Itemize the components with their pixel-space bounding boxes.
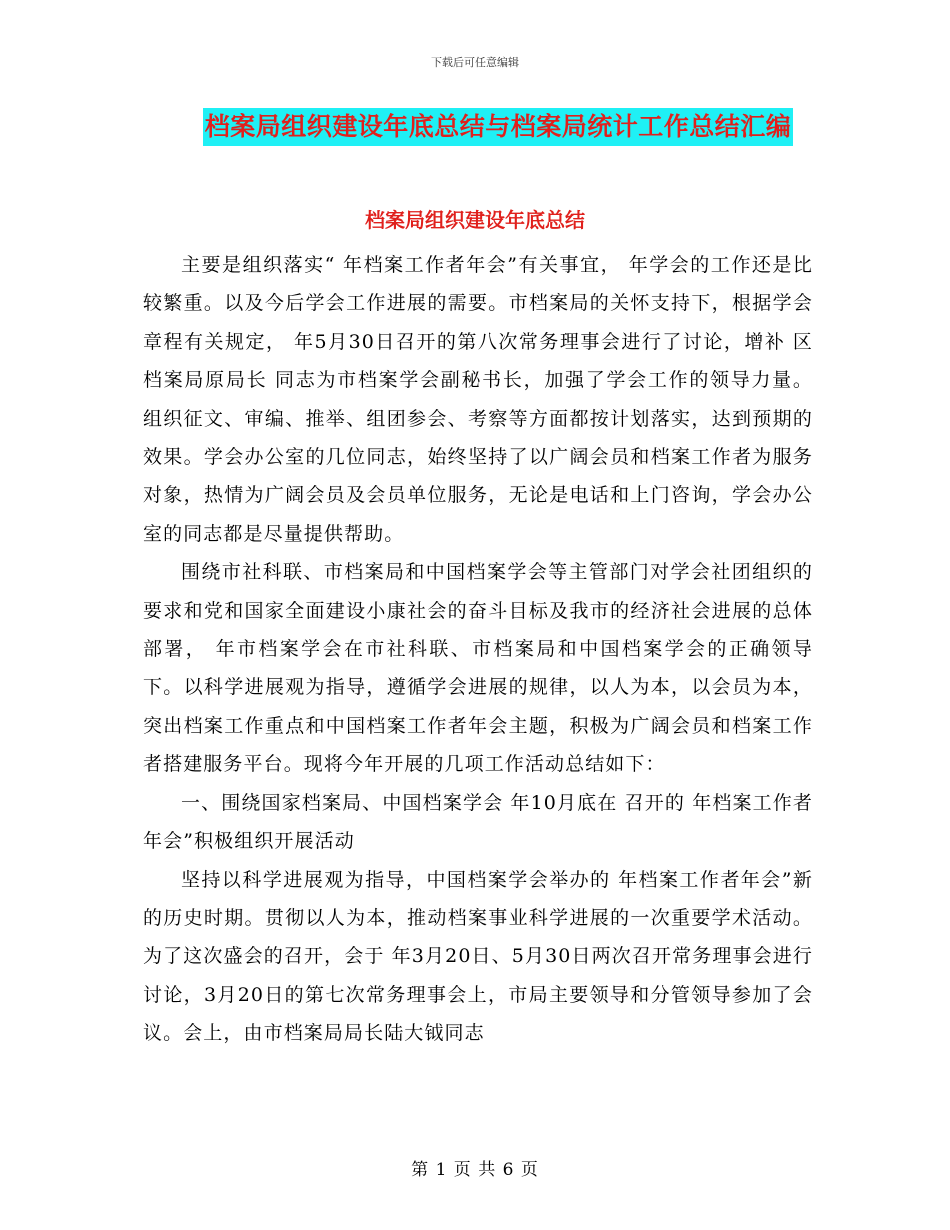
paragraph: 一、围绕国家档案局、中国档案学会 年10月底在 召开的 年档案工作者年会”积极组织开展活动	[143, 791, 813, 853]
document-body	[143, 246, 813, 1053]
paragraph: 围绕市社科联、市档案局和中国档案学会等主管部门对学会社团组织的要求和党和国家全面建设小康社会的奋斗目标及我市的经济社会进展的总体部署， 年市档案学会在市社科联、市档案局和中国档案学会的正确领导下。以科学进展观为指导，遵循学会进展的规律，以人为本，以会员为本，突出档案工作重点和中国档案工作者年会主题，积极为广阔会员和档案工作者搭建服务平台。现将今年开展的几项工作活动总结如下：	[143, 561, 813, 776]
page-footer: 第 1 页 共 6 页	[411, 1160, 539, 1180]
main-title: 档案局组织建设年底总结与档案局统计工作总结汇编	[203, 108, 794, 146]
paragraph: 主要是组织落实“ 年档案工作者年会”有关事宜， 年学会的工作还是比较繁重。以及今后学会工作进展的需要。市档案局的关怀支持下，根据学会章程有关规定， 年5月30日召开的第八次常务理事会进行了讨论，增补 区档案局原局长 同志为市档案学会副秘书长，加强了学会工作的领导力量。组织征文、审编、推举、组团参会、考察等方面都按计划落实，达到预期的效果。学会办公室的几位同志，始终坚持了以广阔会员和档案工作者为服务对象，热情为广阔会员及会员单位服务，无论是电话和上门咨询，学会办公室的同志都是尽量提供帮助。	[143, 254, 813, 545]
main-title-container	[0, 108, 950, 146]
sub-title: 档案局组织建设年底总结	[365, 208, 585, 232]
header-note: 下载后可任意编辑	[431, 56, 519, 69]
paragraph: 坚持以科学进展观为指导，中国档案学会举办的 年档案工作者年会”新的历史时期。贯彻以人为本，推动档案事业科学进展的一次重要学术活动。为了这次盛会的召开，会于 年3月20日、5月30日两次召开常务理事会进行讨论，3月20日的第七次常务理事会上，市局主要领导和分管领导参加了会议。会上，由市档案局局长陆大钺同志	[143, 868, 813, 1045]
